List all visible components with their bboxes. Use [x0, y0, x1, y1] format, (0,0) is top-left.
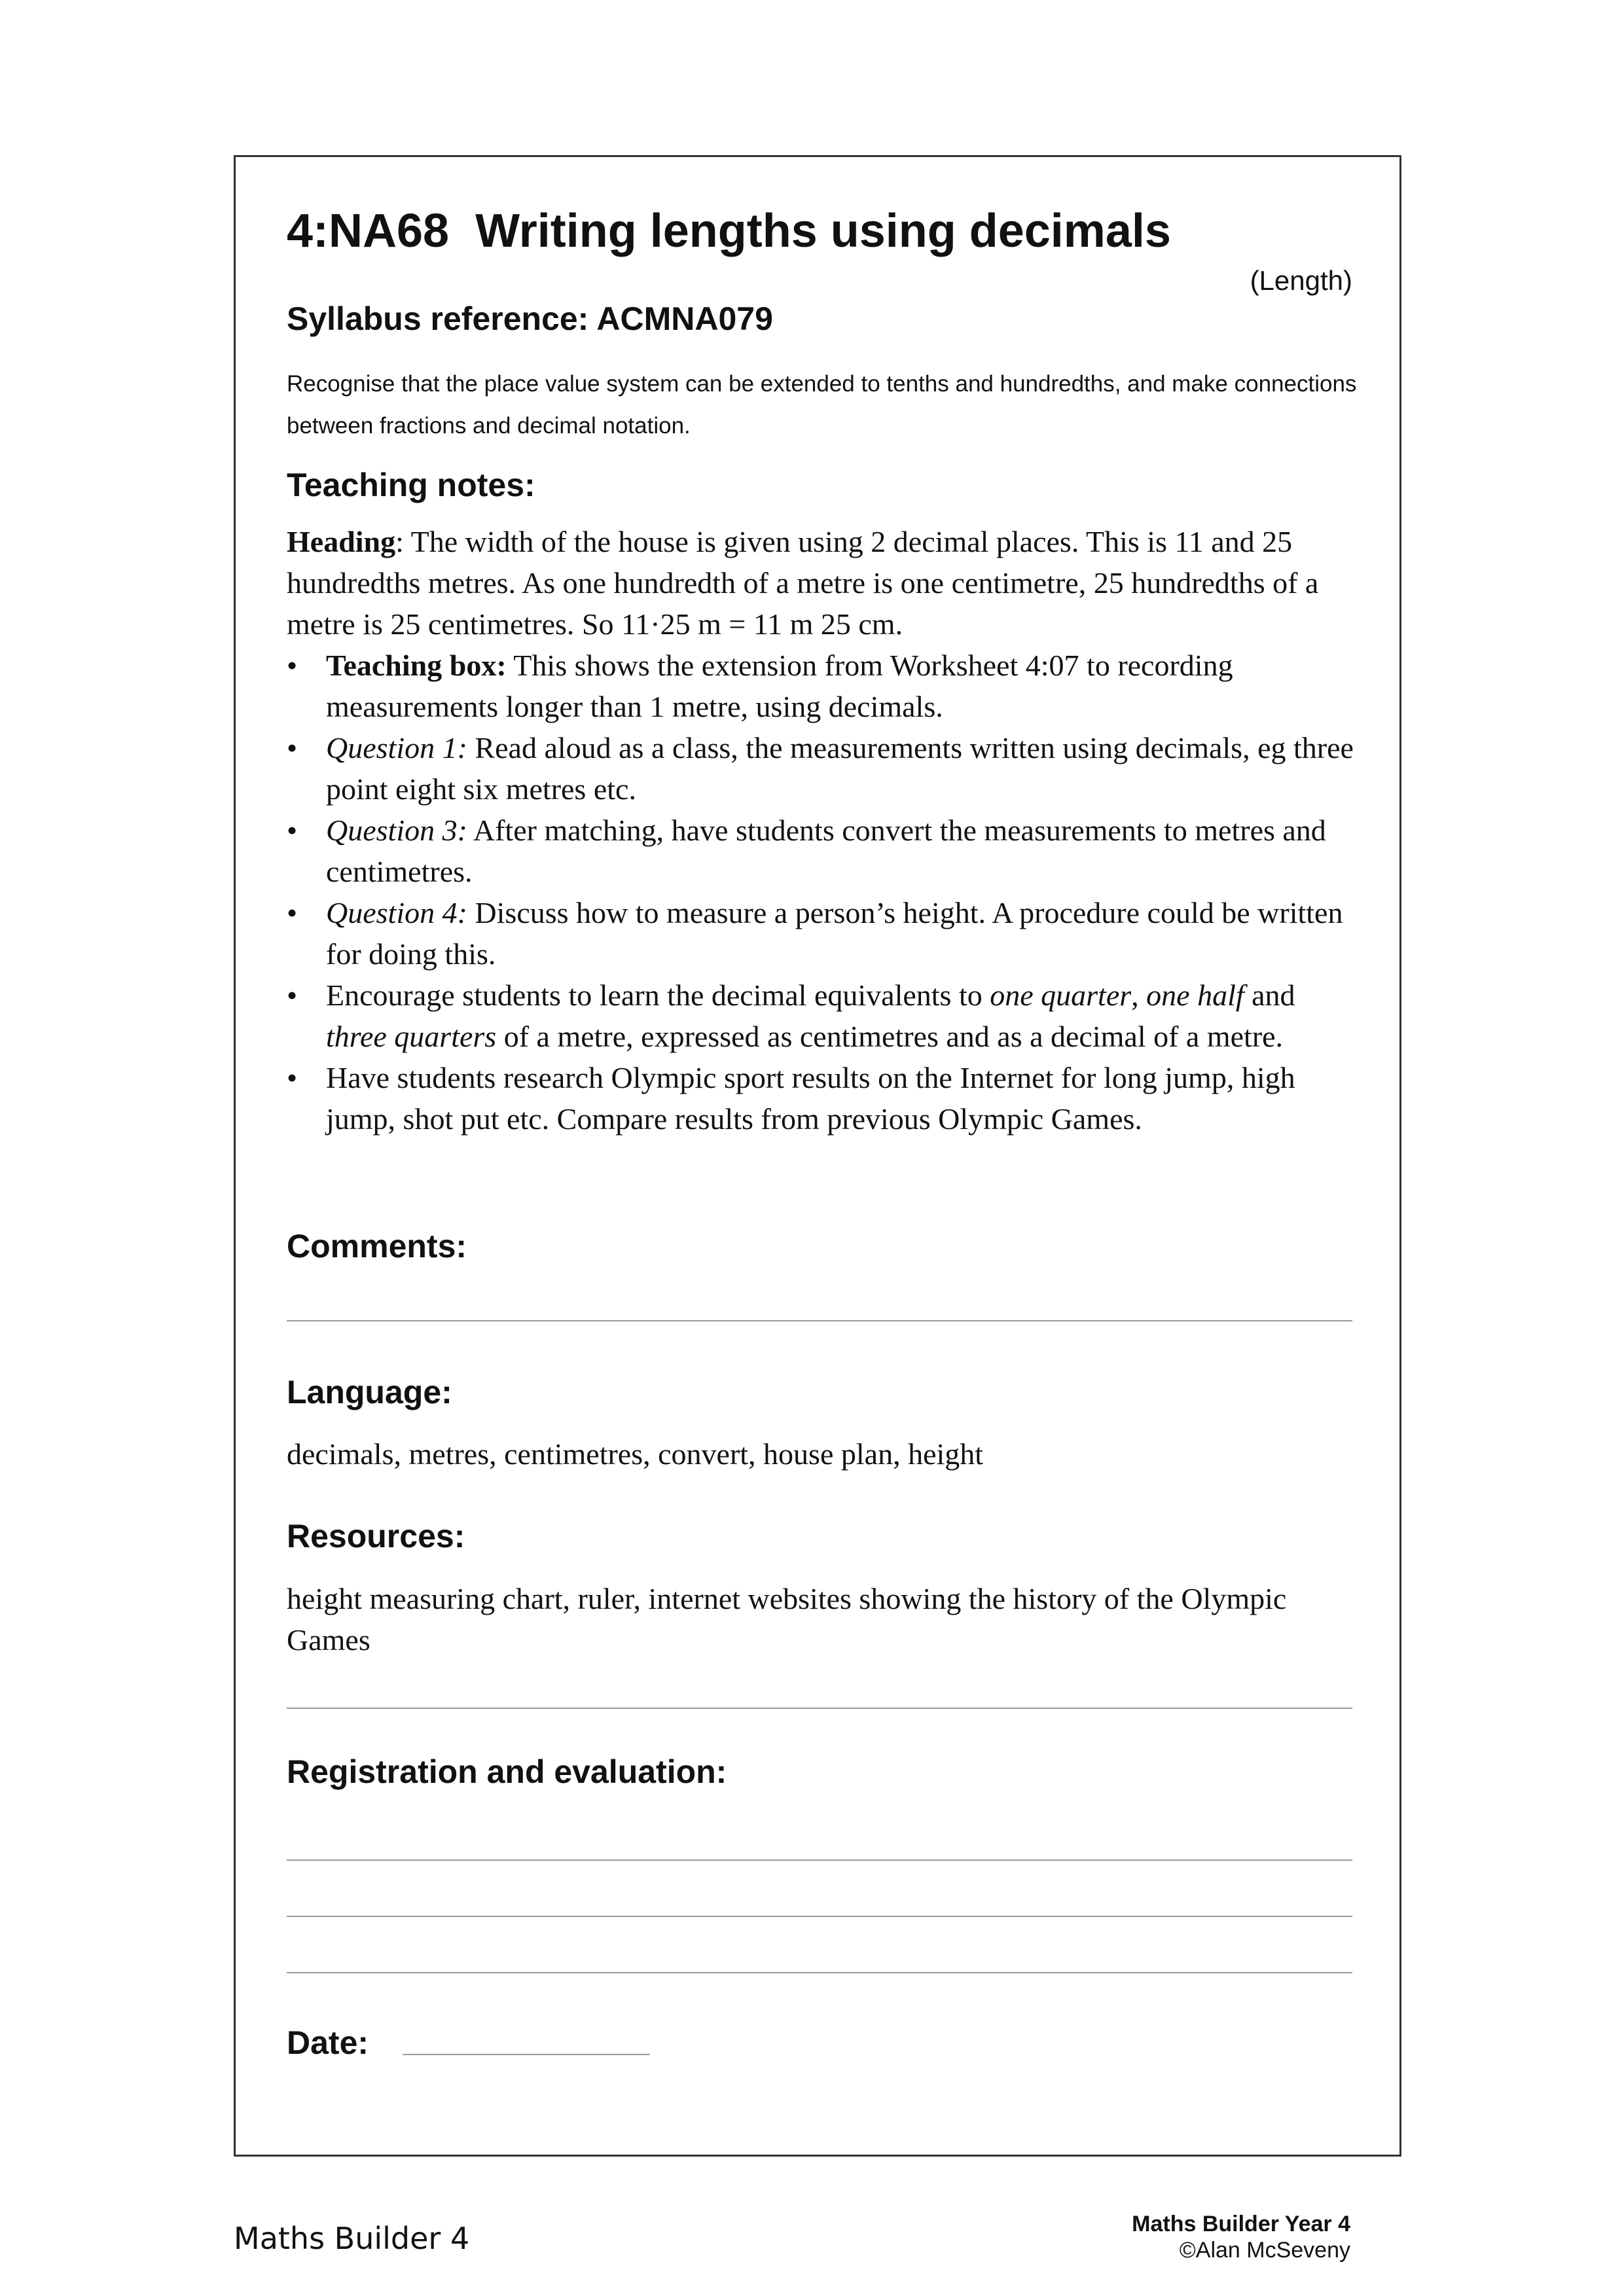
bullet-text: of a metre, expressed as centimetres and as a decimal of a metre. — [496, 1020, 1284, 1053]
bullet-text: This shows the extension from Worksheet 4:07 to recording measurements longer than 1 metre, using decimals. — [326, 649, 1233, 723]
resources-line — [287, 1708, 1352, 1709]
date-label: Date: — [287, 2024, 369, 2061]
list-item — [287, 892, 1360, 975]
resources-text: height measuring chart, ruler, internet websites showing the history of the Olympic Games — [287, 1582, 1287, 1657]
notes-intro — [287, 521, 1360, 645]
list-item — [287, 645, 1360, 727]
bullet-text: and — [1244, 978, 1295, 1012]
list-item — [287, 1057, 1360, 1139]
bullet-text: Discuss how to measure a person’s height. A procedure could be written for doing this. — [326, 896, 1343, 971]
page-frame — [234, 155, 1401, 2157]
bullet-italic: one half — [1146, 978, 1244, 1012]
worksheet-title: Writing lengths using decimals — [475, 205, 1171, 257]
registration-line — [287, 1916, 1352, 1917]
list-item — [287, 975, 1360, 1057]
strand-label: (Length) — [1250, 265, 1352, 296]
resources-heading: Resources: — [287, 1518, 465, 1554]
registration-line — [287, 1859, 1352, 1861]
notes-list — [287, 645, 1360, 1139]
syllabus-reference: Syllabus reference: ACMNA079 — [287, 300, 773, 337]
date-line — [403, 2054, 650, 2055]
registration-line — [287, 1972, 1352, 1973]
footer-credit — [1132, 2211, 1350, 2263]
language-text: decimals, metres, centimetres, convert, house plan, height — [287, 1437, 984, 1471]
footer-copyright: ©Alan McSeveny — [1179, 2238, 1350, 2263]
syllabus-description: Recognise that the place value system can be extended to tenths and hundredths, and make connections between fractions and decimal notation. — [287, 371, 1357, 439]
registration-heading: Registration and evaluation: — [287, 1753, 727, 1790]
bullet-italic: one quarter — [990, 978, 1132, 1012]
notes-intro-label: Heading — [287, 525, 396, 558]
teaching-notes — [287, 521, 1360, 1139]
comments-line — [287, 1320, 1352, 1321]
bullet-text: After matching, have students convert the measurements to metres and centimetres. — [326, 814, 1326, 888]
bullet-label: Question 3: — [326, 814, 467, 847]
footer-book-name: Maths Builder 4 — [234, 2221, 470, 2256]
language-heading: Language: — [287, 1374, 452, 1410]
footer-series: Maths Builder Year 4 — [1132, 2212, 1350, 2236]
bullet-text: Encourage students to learn the decimal equivalents to — [326, 978, 990, 1012]
teaching-notes-heading: Teaching notes: — [287, 467, 535, 503]
bullet-label: Question 1: — [326, 731, 467, 764]
page-title — [287, 204, 1171, 258]
bullet-text: Read aloud as a class, the measurements written using decimals, eg three point eight six metres etc. — [326, 731, 1354, 806]
list-item — [287, 810, 1360, 892]
comments-heading: Comments: — [287, 1228, 467, 1265]
worksheet-code: 4:NA68 — [287, 205, 450, 257]
bullet-label: Teaching box: — [326, 649, 507, 682]
bullet-text: , — [1131, 978, 1147, 1012]
notes-intro-text: : The width of the house is given using 2 decimal places. This is 11 and 25 hundredths metres. As one hundredth of a metre is one centimetre, 25 hundredths of a metre is 25 centimetres. So 11·25 m = 11 m 25 cm. — [287, 525, 1319, 641]
bullet-italic: three quarters — [326, 1020, 497, 1053]
bullet-label: Question 4: — [326, 896, 467, 929]
list-item — [287, 727, 1360, 810]
bullet-text: Have students research Olympic sport results on the Internet for long jump, high jump, shot put etc. Compare results from previous Olympic Games. — [326, 1061, 1295, 1136]
